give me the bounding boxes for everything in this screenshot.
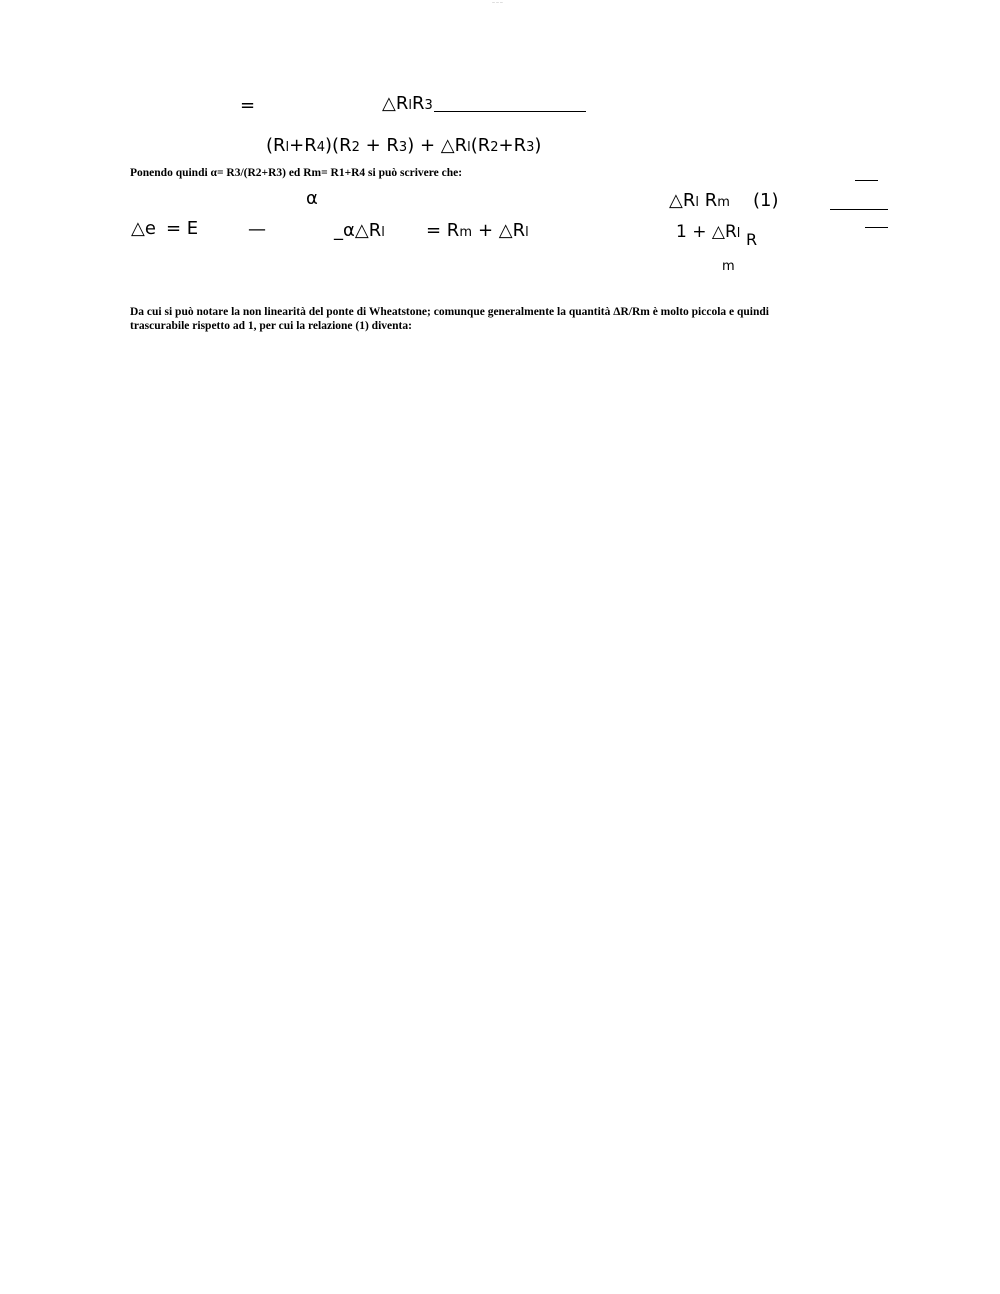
eq1-num-sub1: l	[408, 98, 412, 113]
eq1-den-part: + R	[359, 135, 399, 156]
eq1-den-sub: 2	[351, 140, 360, 155]
eq2-delta-e: △e	[131, 218, 156, 239]
eq2-eq-rm	[426, 222, 472, 240]
eq1-den-part: (R	[470, 135, 491, 156]
eq1-num-delta: △R	[382, 93, 409, 114]
header-mark: — — —	[492, 0, 503, 4]
eq2-equals-e: = E	[166, 218, 199, 239]
eq1-den-sub: 3	[526, 140, 535, 155]
eq1-den-part: +R	[289, 135, 317, 156]
eq1-den-sub: l	[467, 140, 471, 155]
eq2-eq-rm-text: = R	[426, 220, 460, 241]
eq2-one-plus-sub: l	[736, 226, 741, 241]
eq2-alpha-delta-sub: l	[381, 225, 385, 240]
conclusion-line-2: trascurabile rispetto ad 1, per cui la relazione (1) diventa:	[130, 320, 412, 332]
eq1-den-sub: l	[285, 140, 290, 155]
eq1-den-sub: 3	[398, 140, 408, 155]
eq2-plus-dr-sub: l	[525, 225, 529, 240]
eq2-one-plus	[676, 224, 740, 241]
eq2-right-num-text: △R	[669, 190, 696, 211]
eq1-den-part: )	[534, 135, 542, 156]
eq2-rule-short-bottom	[865, 227, 888, 228]
eq2-alpha-delta-text: _α△R	[334, 220, 382, 241]
eq1-den-part: )(R	[325, 135, 352, 156]
eq2-alpha-delta	[334, 222, 385, 240]
eq2-right-rm-sub: m	[717, 195, 730, 210]
eq2-rule-short-top	[855, 180, 878, 181]
eq2-alpha-top: α	[306, 188, 318, 209]
eq2-right-numerator	[669, 192, 730, 210]
eq1-equals: =	[240, 95, 256, 116]
eq2-small-m: m	[722, 259, 735, 274]
eq2-right-num-sub: l	[695, 195, 699, 210]
intro-text: Ponendo quindi α= R3/(R2+R3) ed Rm= R1+R4 si può scrivere che:	[130, 167, 463, 179]
eq1-num-sub2: 3	[424, 98, 433, 113]
eq1-num-r: R	[411, 93, 425, 114]
eq2-big-r: R	[746, 230, 758, 249]
eq2-one-plus-text: 1 + △R	[676, 222, 737, 242]
conclusion-line-1: Da cui si può notare la non linearità del ponte di Wheatstone; comunque generalmente la quantità ΔR/Rm è molto piccola e quindi	[130, 306, 769, 318]
eq1-den-sub: 4	[316, 140, 326, 155]
eq1-den-sub: 2	[490, 140, 499, 155]
eq2-plus-dr-text: + △R	[478, 220, 526, 241]
eq2-right-rm-text: R	[698, 190, 718, 211]
eq2-rule-long	[830, 209, 888, 210]
eq1-denominator	[266, 137, 541, 155]
eq1-fraction-bar	[434, 111, 586, 112]
eq1-den-part: +R	[498, 135, 527, 156]
eq2-dash: —	[248, 219, 266, 240]
eq1-numerator	[382, 95, 433, 113]
eq2-eq-rm-sub: m	[459, 225, 472, 240]
eq1-den-part: (R	[266, 135, 286, 156]
eq2-label: (1)	[753, 190, 779, 211]
eq2-plus-dr	[478, 222, 529, 240]
eq1-den-part: ) + △R	[407, 135, 468, 156]
